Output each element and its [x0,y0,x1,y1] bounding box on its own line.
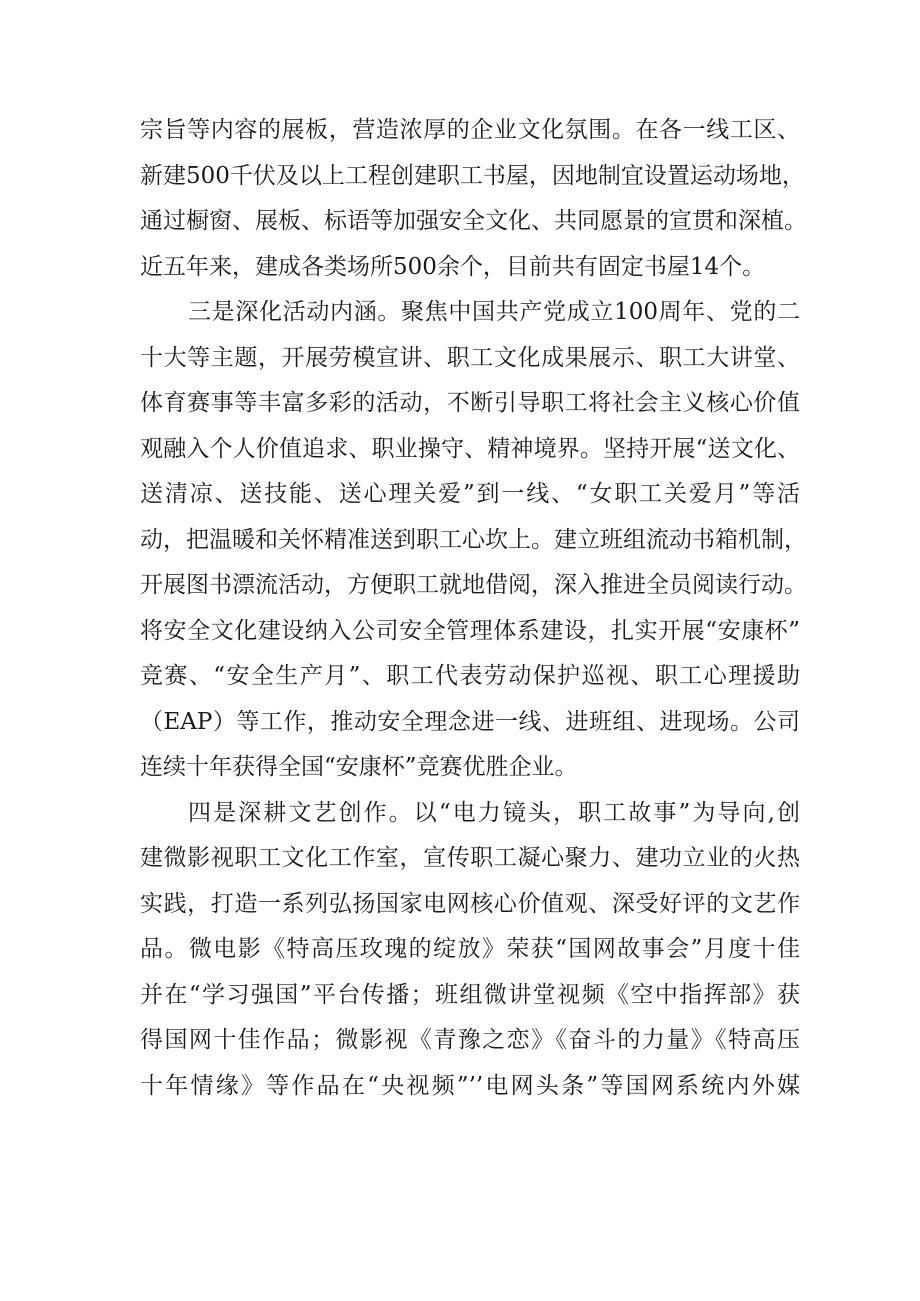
text-line: 将安全文化建设纳入公司安全管理体系建设，扎实开展“安康杯” [140,617,800,644]
text-line: 得国网十佳作品；微影视《青豫之恋》《奋斗的力量》《特高压 [140,1027,800,1053]
text-line: 新建500千伏及以上工程创建职工书屋，因地制宜设置运动场地， [140,162,805,189]
body-text [140,108,807,1109]
text-line: 实践，打造一系列弘扬国家电网核心价值观、深受好评的文艺作 [140,890,800,917]
text-line: 动，把温暖和关怀精准送到职工心坎上。建立班组流动书箱机制， [140,526,807,553]
text-line: 近五年来，建成各类场所500余个，目前共有固定书屋14个。 [140,253,766,280]
paragraph-first-line: 三是深化活动内涵。聚焦中国共产党成立100周年、党的二 [188,299,800,325]
text-line: 通过橱窗、展板、标语等加强安全文化、共同愿景的宣贯和深植。 [140,208,807,234]
text-line: 并在“学习强国”平台传播；班组微讲堂视频《空中指挥部》获 [140,981,800,1008]
text-line: 体育赛事等丰富多彩的活动，不断引导职工将社会主义核心价值 [140,390,800,416]
text-line: 十大等主题，开展劳模宣讲、职工文化成果展示、职工大讲堂、 [140,344,800,371]
text-line: 开展图书漂流活动，方便职工就地借阅，深入推进全员阅读行动。 [140,572,807,598]
text-line: 竞赛、“安全生产月”、职工代表劳动保护巡视、职工心理援助 [140,663,800,689]
text-line: 送清凉、送技能、送心理关爱”到一线、“女职工关爱月”等活 [140,481,800,507]
text-line: 建微影视职工文化工作室，宣传职工凝心聚力、建功立业的火热 [140,845,800,871]
text-line: 品。微电影《特高压玫瑰的绽放》荣获“国网故事会”月度十佳 [140,936,800,962]
text-line: 十年情缘》等作品在“央视频”’’电网头条”等国网系统内外媒 [140,1072,800,1099]
text-line: （EAP）等工作，推动安全理念进一线、进班组、进现场。公司 [140,708,800,735]
paragraph-first-line: 四是深耕文艺创作。以“电力镜头，职工故事”为导向,创 [188,799,800,826]
text-line: 观融入个人价值追求、职业操守、精神境界。坚持开展“送文化、 [140,435,800,462]
text-line: 宗旨等内容的展板，营造浓厚的企业文化氛围。在各一线工区、 [140,117,800,143]
text-line: 连续十年获得全国“安康杯”竞赛优胜企业。 [140,754,578,780]
